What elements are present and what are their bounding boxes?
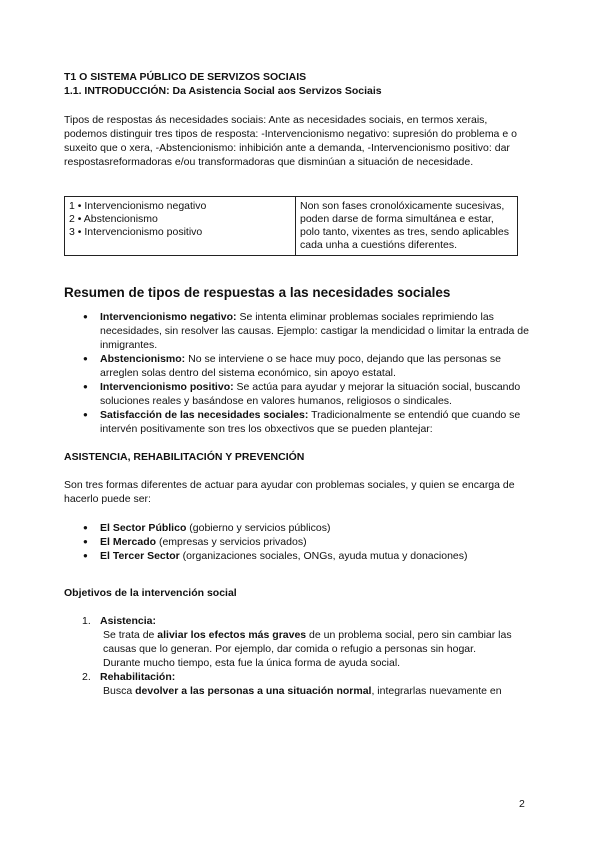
list-item-text: (gobierno y servicios públicos) — [186, 522, 331, 534]
intro-paragraph: Tipos de respostas ás necesidades sociais: Ante as necesidades sociais, en termos xerais, podemos distinguir tres tipos de resposta: -Intervencionismo negativo: supresión do problema e o suxeito que o xera, -Abstencionismo: inhibición ante a demanda, -Intervencionismo positivo: dar respostasreformadoras e/ou transformadoras que disminúan a situación de necesidade. — [64, 114, 517, 168]
objective-title: Rehabilitación: — [100, 671, 176, 683]
objective-number: 2. — [82, 671, 91, 683]
objective-text-bold: devolver a las personas a una situación normal — [135, 685, 372, 697]
list-item — [100, 352, 530, 380]
list-item — [100, 310, 530, 352]
list-item-text: (organizaciones sociales, ONGs, ayuda mutua y donaciones) — [179, 550, 468, 562]
list-item — [100, 380, 530, 408]
objective-text-pre: Busca — [103, 685, 136, 697]
objective-extra: Durante mucho tiempo, esta fue la única forma de ayuda social. — [103, 657, 401, 669]
objective-text-post: de un problema social, pero sin cambiar las causas que lo generan. Por ejemplo, dar comida o refugio a personas sin hogar. — [103, 629, 512, 655]
list-item-text: Se actúa para ayudar y mejorar la situación social, buscando soluciones reales y basándose en valores humanos, religiosos o sindicales. — [100, 381, 521, 407]
objective-text-post: , integrarlas nuevamente en — [371, 685, 502, 697]
list-item-term: Abstencionismo: — [100, 353, 186, 365]
objectives-heading: Objetivos de la intervención social — [64, 587, 237, 599]
table-item: 1 • Intervencionismo negativo — [69, 200, 207, 212]
objective-body — [100, 628, 530, 656]
table-left-cell — [65, 197, 296, 256]
summary-list — [64, 310, 530, 436]
arp-heading: ASISTENCIA, REHABILITACIÓN Y PREVENCIÓN — [64, 451, 305, 463]
list-item-term: El Sector Público — [100, 522, 187, 534]
objective-item — [82, 614, 530, 670]
document-title: T1 O SISTEMA PÚBLICO DE SERVIZOS SOCIAIS — [64, 71, 307, 83]
summary-title: Resumen de tipos de respuestas a las necesidades sociales — [64, 285, 451, 300]
list-item — [100, 408, 530, 436]
arp-paragraph: Son tres formas diferentes de actuar para ayudar con problemas sociales, y quien se encarga de hacerlo puede ser: — [64, 479, 515, 505]
objective-text-bold: aliviar los efectos más graves — [157, 629, 307, 641]
objectives-list — [64, 614, 530, 698]
page-number: 2 — [519, 798, 525, 810]
objective-number: 1. — [82, 615, 91, 627]
section-subtitle: 1.1. INTRODUCCIÓN: Da Asistencia Social aos Servizos Sociais — [64, 85, 382, 97]
table-item: 2 • Abstencionismo — [69, 213, 158, 225]
table-item: 3 • Intervencionismo positivo — [69, 226, 203, 238]
list-item-text: Se intenta eliminar problemas sociales reprimiendo las necesidades, sin resolver las causas. Ejemplo: castigar la mendicidad o limitar la entrada de inmigrantes. — [100, 311, 529, 351]
document-page — [64, 70, 530, 698]
objective-item — [82, 670, 530, 698]
response-types-table — [64, 196, 518, 256]
list-item-text: Tradicionalmente se entendió que cuando se intervén positivamente son tres los obxectivos que se pueden plantejar: — [100, 409, 521, 435]
list-item — [100, 535, 530, 549]
table-right-cell: Non son fases cronolóxicamente sucesivas, poden darse de forma simultánea e estar, polo tanto, vixentes as tres, sendo aplicables cada unha a cuestións diferentes. — [296, 197, 518, 256]
actors-list — [64, 521, 530, 563]
objective-title: Asistencia: — [100, 615, 157, 627]
list-item-term: El Mercado — [100, 536, 157, 548]
list-item-term: El Tercer Sector — [100, 550, 180, 562]
list-item-term: Intervencionismo negativo: — [100, 311, 237, 323]
list-item — [100, 521, 530, 535]
list-item-text: No se interviene o se hace muy poco, dejando que las personas se arreglen solas dentro del sistema económico, sin apoyo estatal. — [100, 353, 501, 379]
list-item-term: Satisfacción de las necesidades sociales: — [100, 409, 309, 421]
objective-body — [100, 684, 530, 698]
objective-text-pre: Se trata de — [103, 629, 158, 641]
list-item-text: (empresas y servicios privados) — [156, 536, 307, 548]
list-item-term: Intervencionismo positivo: — [100, 381, 234, 393]
list-item — [100, 549, 530, 563]
